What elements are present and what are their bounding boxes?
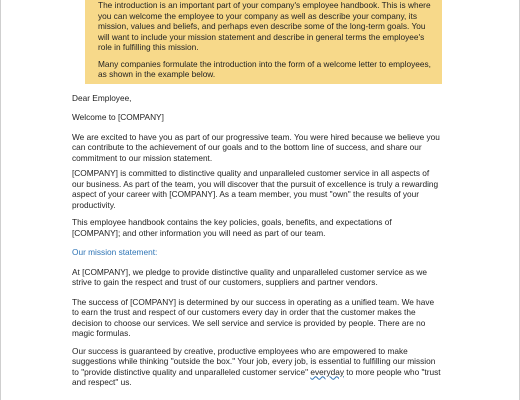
letter-welcome: Welcome to [COMPANY] xyxy=(72,112,164,122)
tip-paragraph-1: The introduction is an important part of your company's employee handbook. This is where you can welcome the employee to your company as well as describe your company, its mission, values and beliefs, and perhaps even describe some of the long-term goals. You will want to include your mission statement and describe in general terms the employee's role in fulfilling this mission. xyxy=(98,0,431,52)
mission-paragraph-3 xyxy=(72,346,442,388)
document-body xyxy=(72,0,442,388)
mission-heading: Our mission statement: xyxy=(72,247,158,257)
letter-paragraph-1: We are excited to have you as part of our progressive team. You were hired because we believe you can contribute to the achievement of our goals and to the bottom line of success, and share our commitment to our mission statement. xyxy=(72,131,440,163)
mission-paragraph-2: The success of [COMPANY] is determined by our success in operating as a unified team. We have to earn the trust and respect of our customers every day in order that the customer makes the decision to choose our services. We sell service and service is provided by people. There are no magic formulas. xyxy=(72,296,435,338)
introduction-tip-box xyxy=(85,0,442,84)
letter-paragraph-2: [COMPANY] is committed to distinctive quality and unparalleled customer service in all aspects of our business. As part of the team, you will discover that the pursuit of excellence is truly a rewarding aspect of your career with [COMPANY]. As a team member, you must "own" the results of your productivity. xyxy=(72,168,439,210)
mission-paragraph-3-start: Our success is guaranteed by creative, productive employees who are empowered to make suggestions while thinking "outside the box." Your job, every job, is essential to fulfilling our mission to "provide distinctive quality and unparalleled customer service" xyxy=(72,345,436,377)
spelling-flagged-word[interactable]: everyday xyxy=(310,366,344,377)
letter-paragraph-3: This employee handbook contains the key policies, goals, benefits, and expectations of [COMPANY]; and other information you will need as part of our team. xyxy=(72,217,392,238)
letter-salutation: Dear Employee, xyxy=(72,92,132,103)
mission-paragraph-3-end: to more people who "trust and respect" us. xyxy=(72,366,441,387)
mission-paragraph-1: At [COMPANY], we pledge to provide distinctive quality and unparalleled customer service as we strive to gain the respect and trust of our customers, suppliers and partner vendors. xyxy=(72,266,427,287)
tip-paragraph-2: Many companies formulate the introduction into the form of a welcome letter to employees, as shown in the example below. xyxy=(98,58,431,79)
